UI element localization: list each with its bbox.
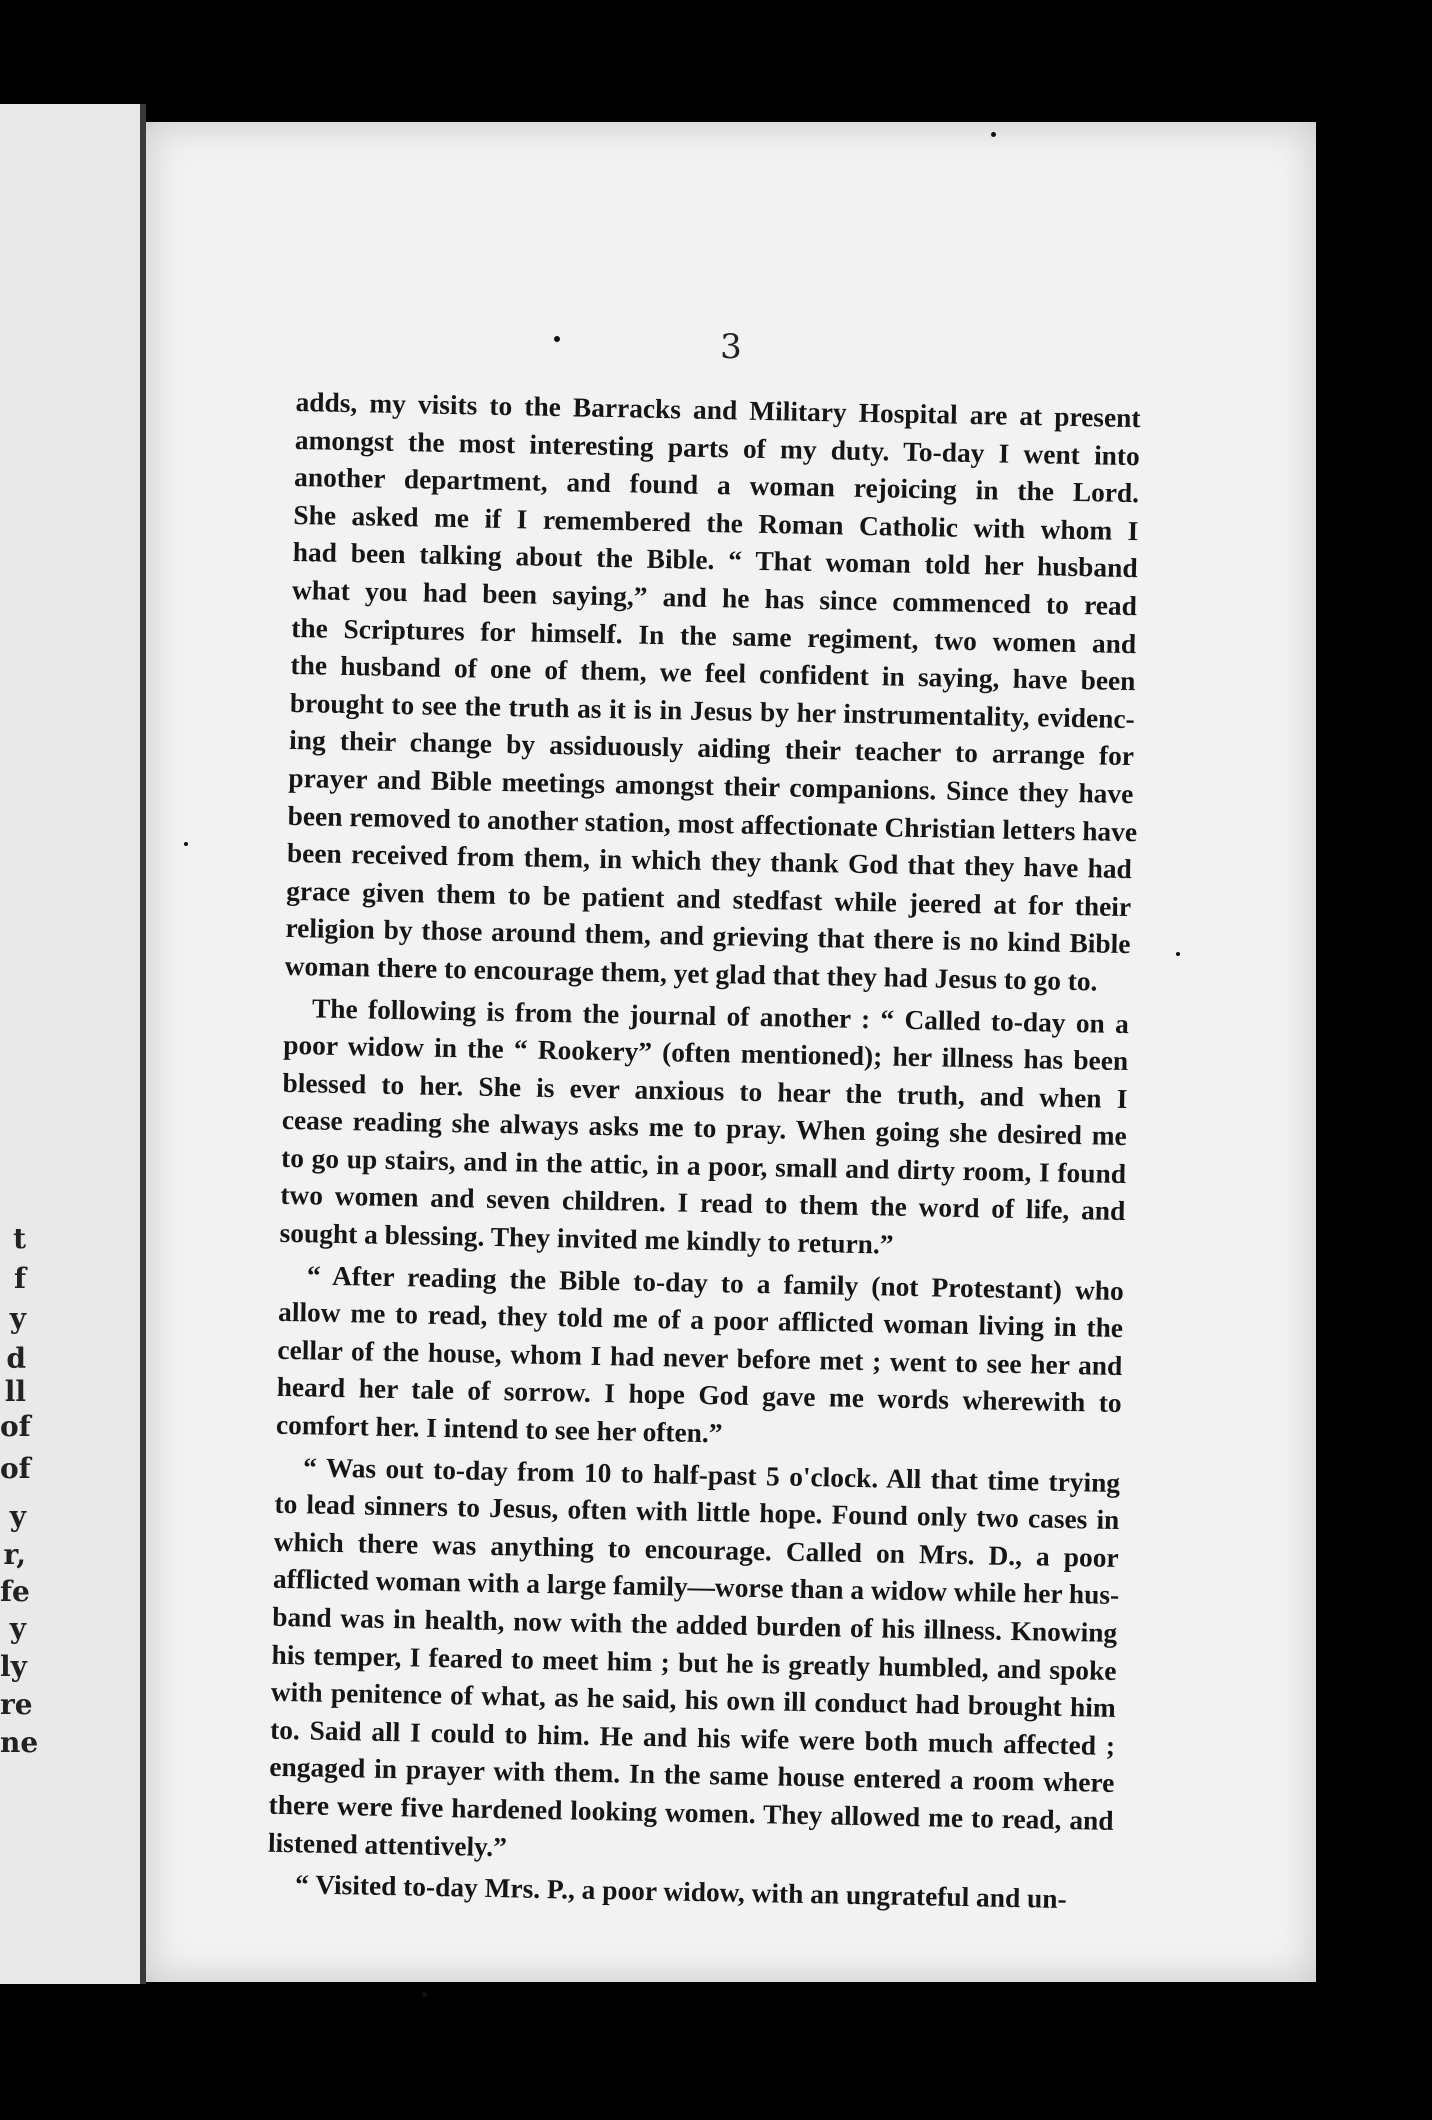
- text-line: another department, and found a woman rejoicing in the Lord.: [293, 462, 1140, 509]
- scan-speck: [991, 132, 996, 137]
- adjacent-page-fragment: re: [0, 1688, 33, 1721]
- text-line: cease reading she always asks me to pray. When going she desired me: [281, 1105, 1127, 1152]
- adjacent-page-edge: [0, 104, 146, 1984]
- text-line: two women and seven children. I read to them the word of life, and: [280, 1180, 1126, 1227]
- text-line: been received from them, in which they thank God that they have had: [286, 838, 1133, 885]
- scan-speck: [422, 1992, 427, 1997]
- adjacent-page-fragment: y: [9, 1612, 26, 1645]
- text-line: to. Said all I could to him. He and his wife were both much affected ;: [269, 1714, 1116, 1761]
- adjacent-page-fragment: ly: [0, 1650, 27, 1683]
- text-line: to lead sinners to Jesus, often with little hope. Found only two cases in: [274, 1489, 1120, 1536]
- adjacent-page-fragment: r,: [3, 1538, 26, 1571]
- adjacent-page-fragment: ll: [4, 1375, 26, 1408]
- text-line: with penitence of what, as he said, his own ill conduct had brought him: [270, 1676, 1117, 1724]
- text-line: band was in health, now with the added burden of his illness. Knowing: [272, 1601, 1118, 1648]
- scan-speck: [554, 336, 560, 342]
- adjacent-page-fragment: t: [13, 1222, 26, 1255]
- text-line: religion by those around them, and grieving that there is no kind Bible: [285, 913, 1131, 960]
- scan-speck: [184, 842, 188, 846]
- scan-speck: [1176, 952, 1180, 956]
- text-line: “ After reading the Bible to-day to a family (not Protestant) who: [306, 1260, 1125, 1306]
- text-line: which there was anything to encourage. Called on Mrs. D., a poor: [273, 1526, 1119, 1573]
- adjacent-page-fragment: of: [0, 1410, 31, 1443]
- text-line: amongst the most interesting parts of my duty. To-day I went into: [294, 424, 1141, 471]
- text-line: brought to see the truth as it is in Jesus by her instrumentality, evidenc-: [289, 687, 1136, 734]
- text-line: there were five hardened looking women. They allowed me to read, and: [268, 1789, 1114, 1836]
- text-line: heard her tale of sorrow. I hope God gave me words wherewith to: [276, 1372, 1122, 1419]
- text-line: his temper, I feared to meet him ; but he is greatly humbled, and spoke: [271, 1639, 1117, 1686]
- text-line: prayer and Bible meetings amongst their companions. Since they have: [288, 762, 1134, 810]
- adjacent-page-fragment: ne: [0, 1726, 39, 1759]
- text-line: allow me to read, they told me of a poor afflicted woman living in the: [277, 1297, 1124, 1344]
- text-line: what you had been saying,” and he has since commenced to read: [291, 574, 1138, 622]
- adjacent-page-fragment: of: [0, 1452, 31, 1485]
- text-line: the Scriptures for himself. In the same regiment, two women and: [291, 612, 1137, 659]
- adjacent-page-fragment: y: [9, 1500, 26, 1533]
- adjacent-page-fragment: f: [13, 1262, 26, 1295]
- text-line: afflicted woman with a large family—worse than a widow while her hus-: [272, 1564, 1120, 1611]
- text-line: The following is from the journal of another : “ Called to-day on a: [311, 992, 1130, 1039]
- text-line: poor widow in the “ Rookery” (often mentioned); her illness has been: [283, 1029, 1129, 1077]
- text-line: blessed to her. She is ever anxious to hear the truth, and when I: [282, 1067, 1128, 1114]
- text-line: grace given them to be patient and stedfast while jeered at for their: [285, 875, 1132, 922]
- text-line: adds, my visits to the Barracks and Military Hospital are at present: [295, 386, 1141, 434]
- page-number: 3: [720, 327, 742, 367]
- text-line: cellar of the house, whom I had never before met ; went to see her and: [277, 1334, 1123, 1381]
- body-text: [267, 384, 1141, 1924]
- text-line: had been talking about the Bible. “ That woman told her husband: [292, 537, 1138, 584]
- adjacent-page-fragment: d: [6, 1342, 26, 1375]
- text-line: ing their change by assiduously aiding their teacher to arrange for: [288, 725, 1135, 772]
- book-page: [146, 122, 1316, 1982]
- text-line: comfort her. I intend to see her often.”: [275, 1409, 723, 1449]
- text-line: engaged in prayer with them. In the same house entered a room where: [269, 1752, 1115, 1799]
- text-line: woman there to encourage them, yet glad that they had Jesus to go to.: [284, 950, 1098, 997]
- text-line: been removed to another station, most affectionate Christian letters have: [287, 800, 1138, 847]
- text-line: “ Was out to-day from 10 to half-past 5 o'clock. All that time trying: [302, 1451, 1121, 1498]
- text-line: “ Visited to-day Mrs. P., a poor widow, with an ungrateful and un-: [294, 1869, 1067, 1915]
- text-line: She asked me if I remembered the Roman Catholic with whom I: [293, 499, 1139, 546]
- adjacent-page-fragment: y: [9, 1302, 26, 1335]
- adjacent-page-fragment: fe: [0, 1575, 30, 1608]
- text-line: sought a blessing. They invited me kindly to return.”: [279, 1217, 894, 1260]
- text-line: the husband of one of them, we feel confident in saying, have been: [290, 650, 1136, 697]
- text-line: to go up stairs, and in the attic, in a poor, small and dirty room, I found: [280, 1142, 1127, 1189]
- text-line: listened attentively.”: [267, 1827, 508, 1862]
